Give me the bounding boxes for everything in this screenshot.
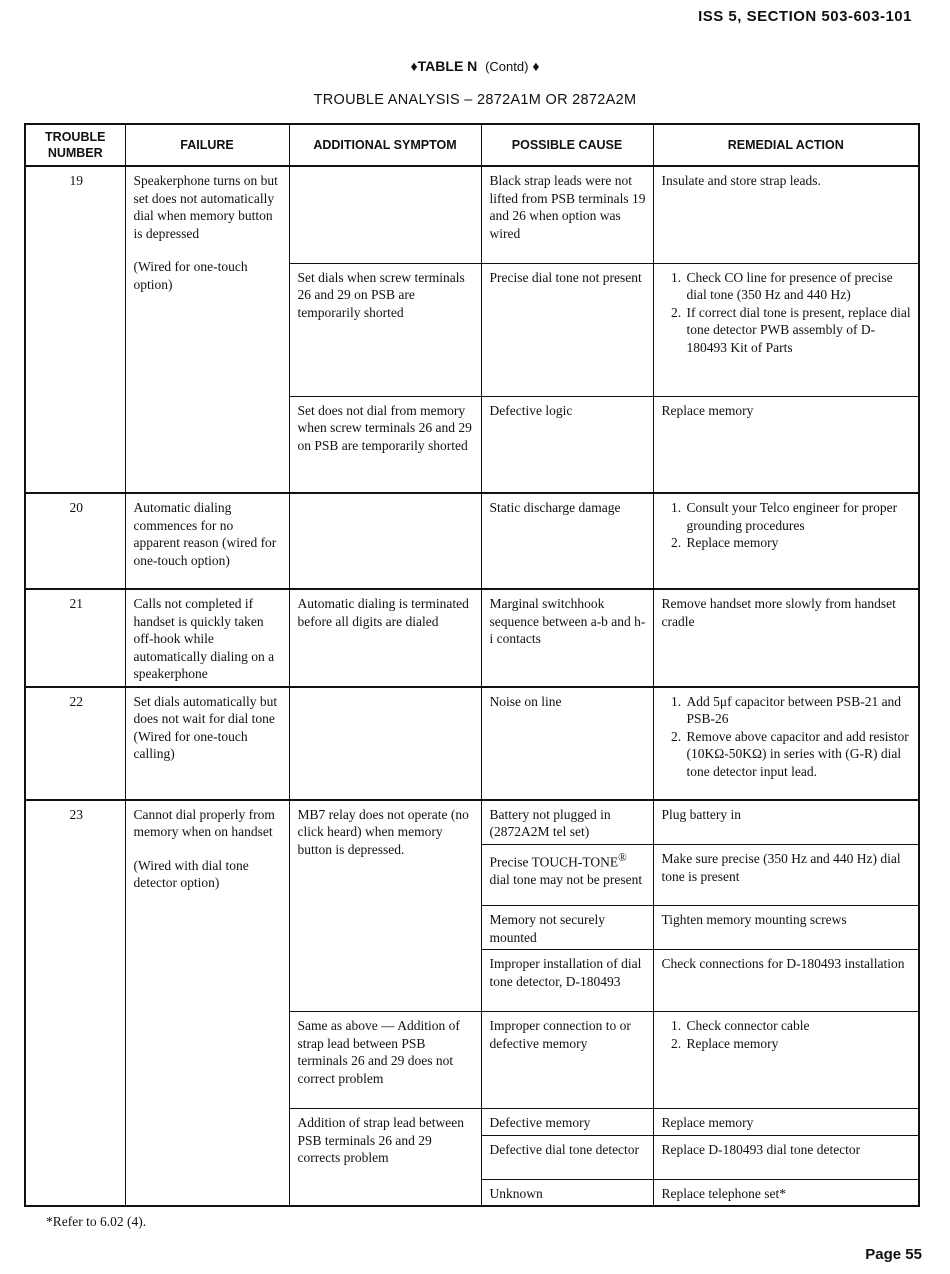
cause-cell: Marginal switchhook sequence between a-b and h-i contacts [481,589,653,687]
action-step: 2. Replace memory [685,534,913,552]
failure-cell: Automatic dialing commences for no apparent reason (wired for one-touch option) [125,493,289,589]
action-cell: Plug battery in [653,800,919,845]
cause-cell: Defective logic [481,396,653,493]
table-row [25,687,919,800]
failure-cell: Set dials automatically but does not wait for dial tone (Wired for one-touch calling) [125,687,289,800]
action-step: 2. Remove above capacitor and add resistor (10KΩ-50KΩ) in series with (G-R) dial tone detector input lead. [685,728,913,781]
table-row [25,493,919,589]
failure-note: (Wired for one-touch option) [133,259,248,292]
trouble-number: 22 [25,687,125,800]
cause-cell: Memory not securely mounted [481,906,653,950]
col-header-failure: FAILURE [125,124,289,166]
action-steps [662,693,913,781]
table-row [25,800,919,845]
action-cell [653,493,919,589]
cause-cell: Static discharge damage [481,493,653,589]
symptom-cell: Automatic dialing is terminated before all digits are dialed [289,589,481,687]
cause-cell: Precise dial tone not present [481,263,653,396]
failure-cell [125,800,289,1207]
col-header-symptom: ADDITIONAL SYMPTOM [289,124,481,166]
registered-mark: ® [618,852,627,864]
cause-cell: Black strap leads were not lifted from PSB terminals 19 and 26 when option was wired [481,166,653,263]
action-step: 1. Consult your Telco engineer for proper grounding procedures [685,499,913,534]
failure-note: (Wired with dial tone detector option) [133,857,249,890]
cause-cell: Improper installation of dial tone detector, D-180493 [481,950,653,1012]
action-cell: Replace memory [653,396,919,493]
col-header-number: TROUBLE NUMBER [25,124,125,166]
symptom-cell [289,166,481,263]
diamond-left-icon: ♦ [410,58,418,74]
symptom-cell: Same as above — Addition of strap lead between PSB terminals 26 and 29 does not correct problem [289,1012,481,1109]
action-cell [653,687,919,800]
table-label: TABLE N [417,58,478,74]
page-number: Page 55 [865,1246,922,1263]
footnote: *Refer to 6.02 (4). [46,1214,147,1229]
col-header-action: REMEDIAL ACTION [653,124,919,166]
cause-cell: Unknown [481,1179,653,1206]
action-cell: Tighten memory mounting screws [653,906,919,950]
action-steps [662,1017,913,1052]
contd-label: (Contd) [485,59,529,74]
action-cell: Remove handset more slowly from handset cradle [653,589,919,687]
symptom-cell: Set does not dial from memory when screw terminals 26 and 29 on PSB are temporarily shorted [289,396,481,493]
col-header-cause: POSSIBLE CAUSE [481,124,653,166]
action-cell: Replace memory [653,1109,919,1136]
symptom-cell [289,493,481,589]
cause-cell: Battery not plugged in (2872A2M tel set) [481,800,653,845]
action-step: 1. Check connector cable [685,1017,913,1035]
action-cell: Replace D-180493 dial tone detector [653,1135,919,1179]
cause-cell: Noise on line [481,687,653,800]
action-cell [653,1012,919,1109]
failure-cell [125,166,289,493]
action-cell: Replace telephone set* [653,1179,919,1206]
cause-text: dial tone may not be present [489,872,643,887]
cause-text: Precise TOUCH-TONE [489,854,619,870]
action-step: 2. If correct dial tone is present, replace dial tone detector PWB assembly of D-180493 Kit of Parts [685,304,913,357]
action-cell: Check connections for D-180493 installation [653,950,919,1012]
section-header: ISS 5, SECTION 503-603-101 [698,8,912,25]
table-row [25,589,919,687]
trouble-number: 20 [25,493,125,589]
failure-text: Cannot dial properly from memory when on handset [133,806,275,839]
cause-cell [481,845,653,906]
failure-cell: Calls not completed if handset is quickly taken off-hook while automatically dialing on a speakerphone [125,589,289,687]
failure-text: Speakerphone turns on but set does not automatically dial when memory button is depressed [133,173,278,241]
action-cell [653,263,919,396]
trouble-number: 21 [25,589,125,687]
table-title [0,58,950,74]
action-cell: Make sure precise (350 Hz and 440 Hz) dial tone is present [653,845,919,906]
symptom-cell: MB7 relay does not operate (no click heard) when memory button is depressed. [289,800,481,1012]
symptom-cell: Addition of strap lead between PSB terminals 26 and 29 corrects problem [289,1109,481,1207]
action-steps [662,269,913,357]
table-subtitle: TROUBLE ANALYSIS – 2872A1M OR 2872A2M [313,92,637,108]
trouble-number: 23 [25,800,125,1207]
symptom-cell: Set dials when screw terminals 26 and 29 on PSB are temporarily shorted [289,263,481,396]
action-steps [662,499,913,552]
cause-cell: Defective dial tone detector [481,1135,653,1179]
action-step: 2. Replace memory [685,1035,913,1053]
table-row [25,166,919,263]
trouble-number: 19 [25,166,125,493]
trouble-analysis-table [24,123,920,1207]
cause-cell: Defective memory [481,1109,653,1136]
table-header-row [25,124,919,166]
cause-cell: Improper connection to or defective memory [481,1012,653,1109]
action-cell: Insulate and store strap leads. [653,166,919,263]
symptom-cell [289,687,481,800]
action-step: 1. Add 5μf capacitor between PSB-21 and PSB-26 [685,693,913,728]
diamond-right-icon: ♦ [532,58,540,74]
action-step: 1. Check CO line for presence of precise dial tone (350 Hz and 440 Hz) [685,269,913,304]
